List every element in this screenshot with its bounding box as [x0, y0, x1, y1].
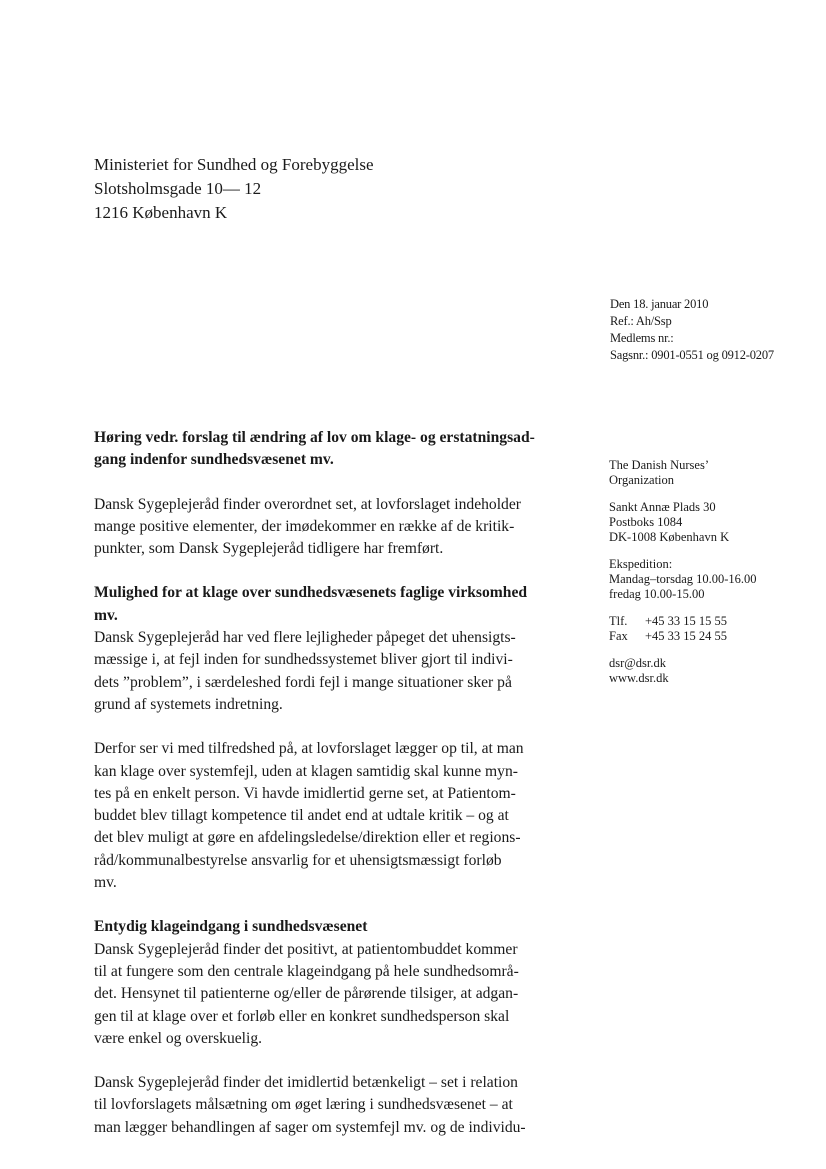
letter-body — [94, 427, 574, 1139]
paragraph — [94, 939, 574, 1050]
member-number: Medlems nr.: — [610, 331, 674, 345]
paragraph-line: mange positive elementer, der imødekommer en række af de kritik- — [94, 517, 515, 535]
title-line: Høring vedr. forslag til ændring af lov om klage- og erstatningsad- — [94, 429, 535, 446]
paragraph-line: Dansk Sygeplejeråd finder det positivt, at patientombuddet kommer — [94, 940, 518, 958]
fax-label: Fax — [609, 629, 628, 643]
paragraph-line: kan klage over systemfejl, uden at klagen samtidig skal kunne myn- — [94, 762, 518, 780]
paragraph-line: Dansk Sygeplejeråd har ved flere lejligheder påpeget det uhensigts- — [94, 629, 516, 647]
paragraph-line: buddet blev tillagt kompetence til andet end at udtale kritik – og at — [94, 807, 509, 825]
paragraph-line: Derfor ser vi med tilfredshed på, at lovforslaget lægger op til, at man — [94, 740, 524, 758]
sender-address — [609, 500, 809, 545]
letter-title — [94, 427, 574, 472]
paragraph-line: være enkel og overskuelig. — [94, 1029, 263, 1047]
heading-line: Mulighed for at klage over sundhedsvæsenets faglige virksomhed — [94, 584, 528, 602]
paragraph — [94, 738, 574, 894]
paragraph-line: det blev muligt at gøre en afdelingsledelse/direktion eller et regions- — [94, 829, 521, 847]
website: www.dsr.dk — [609, 671, 669, 685]
office-hours-line: Mandag–torsdag 10.00-16.00 — [609, 572, 757, 586]
paragraph-line: man lægger behandlingen af sager om systemfejl mv. og de individu- — [94, 1118, 526, 1136]
paragraph-line: mv. — [94, 874, 117, 892]
org-name-line: Organization — [609, 473, 675, 487]
paragraph-line: punkter, som Dansk Sygeplejeråd tidligere har fremført. — [94, 540, 444, 558]
paragraph-line: grund af systemets indretning. — [94, 695, 283, 713]
sender-address-line: DK-1008 København K — [609, 530, 730, 544]
phone-number: +45 33 15 15 55 — [645, 614, 728, 628]
paragraph-line: til at fungere som den centrale klageindgang på hele sundhedsområ- — [94, 962, 519, 980]
heading-line: mv. — [94, 606, 118, 624]
office-hours-line: fredag 10.00-15.00 — [609, 587, 705, 601]
paragraph-line: det. Hensynet til patienterne og/eller de pårørende tilsiger, at adgan- — [94, 985, 519, 1003]
fax-row — [609, 629, 809, 644]
sender-info — [609, 458, 809, 698]
sender-address-line: Sankt Annæ Plads 30 — [609, 500, 716, 514]
recipient-line: 1216 København K — [94, 203, 228, 222]
org-name-line: The Danish Nurses’ — [609, 458, 709, 472]
paragraph-line: gen til at klage over et forløb eller en konkret sundhedsperson skal — [94, 1007, 510, 1025]
letter-ref: Ref.: Ah/Ssp — [610, 314, 672, 328]
paragraph-line: Dansk Sygeplejeråd finder det imidlertid betænkeligt – set i relation — [94, 1074, 518, 1092]
email-address: dsr@dsr.dk — [609, 656, 667, 670]
office-hours — [609, 557, 809, 602]
letter-date: Den 18. januar 2010 — [610, 297, 709, 311]
contact-numbers — [609, 614, 809, 644]
section-heading — [94, 582, 574, 627]
paragraph-line: mæssige i, at fejl inden for sundhedssystemet bliver gjort til indivi- — [94, 651, 513, 669]
office-hours-line: Ekspedition: — [609, 557, 673, 571]
paragraph-line: Dansk Sygeplejeråd finder overordnet set, at lovforslaget indeholder — [94, 495, 521, 513]
section-heading: Entydig klageindgang i sundhedsvæsenet — [94, 918, 368, 936]
recipient-line: Slotsholmsgade 10— 12 — [94, 179, 262, 198]
paragraph-line: dets ”problem”, i særdeleshed fordi fejl i mange situationer sker på — [94, 673, 512, 691]
recipient-address — [94, 153, 374, 225]
paragraph — [94, 1072, 574, 1139]
sender-organization — [609, 458, 809, 488]
case-number: Sagsnr.: 0901-0551 og 0912-0207 — [610, 348, 774, 362]
online-contact — [609, 656, 809, 686]
sender-address-line: Postboks 1084 — [609, 515, 683, 529]
title-line: gang indenfor sundhedsvæsenet mv. — [94, 451, 334, 469]
paragraph-line: råd/kommunalbestyrelse ansvarlig for et uhensigtsmæssigt forløb — [94, 851, 502, 869]
phone-label: Tlf. — [609, 614, 628, 628]
phone-row — [609, 614, 809, 629]
paragraph — [94, 627, 574, 716]
recipient-line: Ministeriet for Sundhed og Forebyggelse — [94, 155, 374, 174]
paragraph-line: til lovforslagets målsætning om øget læring i sundhedsvæsenet – at — [94, 1096, 513, 1114]
fax-number: +45 33 15 24 55 — [645, 629, 728, 643]
paragraph-intro — [94, 494, 574, 561]
paragraph-line: tes på en enkelt person. Vi havde imidlertid gerne set, at Patientom- — [94, 784, 516, 802]
letter-meta — [610, 296, 774, 364]
